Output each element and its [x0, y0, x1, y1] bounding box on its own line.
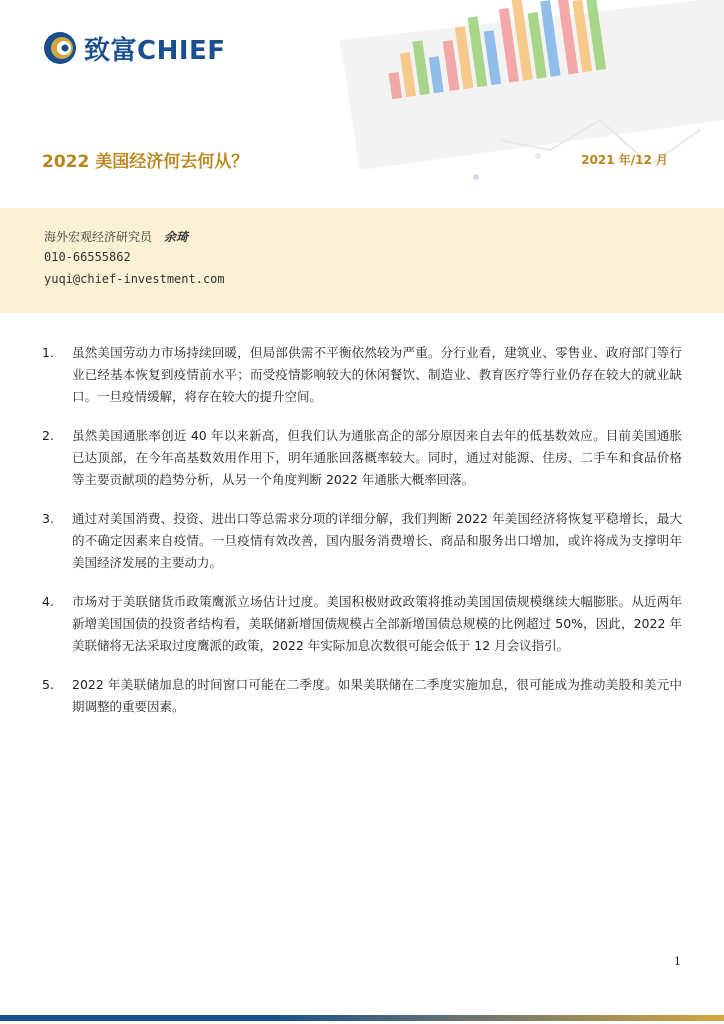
author-role: 海外宏观经济研究员	[44, 230, 153, 244]
author-role-line	[44, 228, 188, 245]
point-text: 2022 年美联储加息的时间窗口可能在二季度。如果美联储在二季度实施加息，很可能成为推动美股和美元中期调整的重要因素。	[72, 677, 682, 714]
point-number: 1.	[42, 345, 54, 360]
key-points-list	[42, 342, 682, 735]
list-item	[42, 425, 682, 491]
author-name: 余琦	[164, 230, 189, 244]
point-number: 4.	[42, 594, 54, 609]
list-item	[42, 508, 682, 574]
list-item	[42, 342, 682, 408]
point-text: 虽然美国通胀率创近 40 年以来新高，但我们认为通胀高企的部分原因来自去年的低基数效应。目前美国通胀已达顶部，在今年高基数效用作用下，明年通胀回落概率较大。同时，通过对能源、住房、二手车和食品价格等主要贡献项的趋势分析，从另一个角度判断 2022 年通胀大概率回落。	[72, 428, 682, 487]
decorative-chart-image	[300, 0, 724, 200]
point-number: 3.	[42, 511, 54, 526]
point-text: 虽然美国劳动力市场持续回暖，但局部供需不平衡依然较为严重。分行业看，建筑业、零售业、政府部门等行业已经基本恢复到疫情前水平；而受疫情影响较大的休闲餐饮、制造业、教育医疗等行业仍存在较大的就业缺口。一旦疫情缓解，将存在较大的提升空间。	[72, 345, 682, 404]
point-number: 2.	[42, 428, 54, 443]
point-text: 市场对于美联储货币政策鹰派立场估计过度。美国积极财政政策将推动美国国债规模继续大幅膨胀。从近两年新增美国国债的投资者结构看，美联储新增国债规模占全部新增国债总规模的比例超过 50%，因此，2022 年美联储将无法采取过度鹰派的政策，2022 年实际加息次数很可能会低于 12 月会议指引。	[72, 594, 682, 653]
point-number: 5.	[42, 677, 54, 692]
author-phone: 010-66555862	[44, 250, 131, 264]
report-title: 2022 美国经济何去何从？	[42, 152, 249, 172]
brand-logo	[42, 28, 226, 68]
page-number: 1	[674, 955, 681, 968]
footer-bar	[0, 1015, 724, 1021]
logo-swirl-icon	[42, 30, 78, 66]
report-date: 2021 年/12 月	[581, 153, 668, 167]
author-email[interactable]: yuqi@chief-investment.com	[44, 272, 225, 286]
point-text: 通过对美国消费、投资、进出口等总需求分项的详细分解，我们判断 2022 年美国经济将恢复平稳增长，最大的不确定因素来自疫情。一旦疫情有效改善，国内服务消费增长、商品和服务出口增加，或许将成为支撑明年美国经济发展的主要动力。	[72, 511, 682, 570]
list-item	[42, 674, 682, 718]
logo-text: 致富CHIEF	[84, 35, 226, 66]
list-item	[42, 591, 682, 657]
